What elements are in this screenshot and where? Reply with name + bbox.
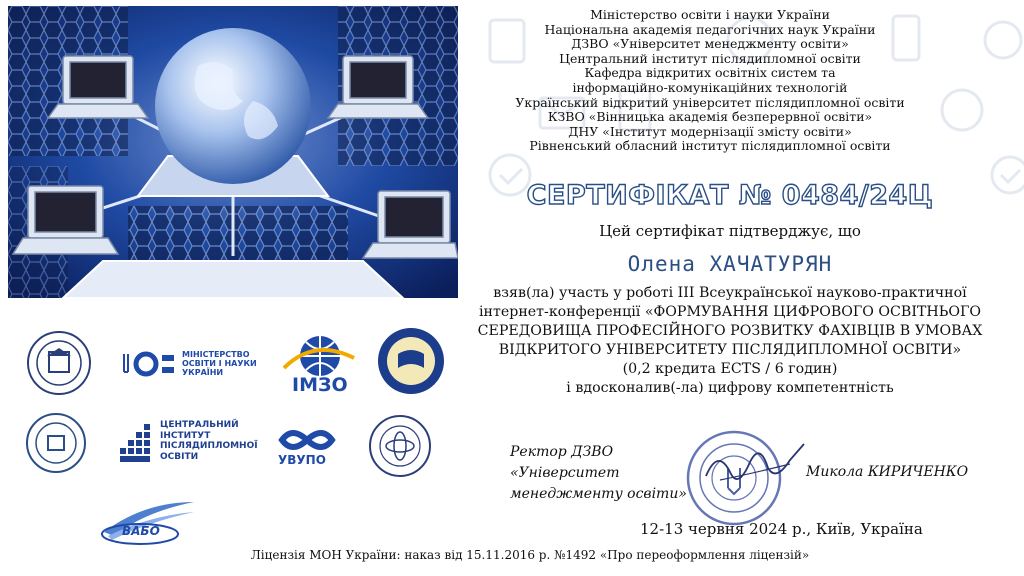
mon-text: УКРАЇНИ [182,368,224,377]
org-line: КЗВО «Вінницька академія безперервної освіти» [547,109,873,125]
badge-icon [985,22,1021,58]
body-line: ВІДКРИТОГО УНІВЕРСИТЕТУ ПІСЛЯДИПЛОМНОЇ ОСВІТИ» [498,342,962,358]
org-line: Український відкритий університет післядипломної освіти [515,94,905,110]
hero-network-image [8,6,458,298]
org-line: ДЗВО «Університет менеджменту освіти» [571,36,849,52]
date-place: 12-13 червня 2024 р., Київ, Україна [640,520,923,538]
uvupo-logo [276,426,338,470]
org-line: ДНУ «Інститут модернізації змісту освіти» [568,123,852,139]
org-line: Рівненський обласний інститут післядипломної освіти [529,138,891,154]
check-icon [992,157,1024,193]
organizations-list [470,8,950,154]
cipo-text: ЦЕНТРАЛЬНИЙ [160,420,239,430]
rector-title [510,442,687,505]
mon-text: МІНІСТЕРСТВО [182,350,250,359]
cipo-text: ПІСЛЯДИПЛОМНОЇ [160,441,258,451]
body-line: (0,2 кредита ECTS / 6 годин) [622,361,838,377]
body-line: і вдосконалив(-ла) цифрову компетентність [566,380,894,396]
imzo-text: ІМЗО [292,374,348,396]
mon-text: ОСВІТИ І НАУКИ [182,359,257,368]
org-line: Центральний інститут післядипломної освіти [559,50,861,66]
uvupo-text: УВУПО [278,453,326,467]
cipo-text: ІНСТИТУТ [160,430,211,441]
org-line: інформаційно-комунікаційних технологій [572,79,848,95]
recipient-name: Олена ХАЧАТУРЯН [627,252,833,276]
body-line: СЕРЕДОВИЩА ПРОФЕСІЙНОГО РОЗВИТКУ ФАХІВЦІВ В УМОВАХ [477,323,983,339]
academy-seal-logo [20,330,98,396]
body-line: взяв(ла) участь у роботі ІІІ Всеукраїнської науково-практичної [493,285,967,301]
signer-name: Микола КИРИЧЕНКО [806,464,969,480]
license-text: Ліцензія МОН України: наказ від 15.11.2016 р. №1492 «Про переоформлення ліцензій» [250,548,810,562]
org-line: Національна академія педагогічних наук України [544,21,876,37]
imzo-logo [282,330,358,396]
vabo-text: ВАБО [122,524,160,538]
cipo-text: ОСВІТИ [160,451,199,462]
rector-line: Ректор ДЗВО [510,444,614,460]
cipo-logo [120,418,270,466]
confirm-text: Цей сертифікат підтверджує, що [599,222,861,240]
org-line: Кафедра відкритих освітніх систем та [584,65,836,81]
certificate-body [470,284,990,398]
rector-line: менеджменту освіти» [510,486,687,502]
university-seal-logo [376,326,446,396]
mon-logo [118,346,278,382]
body-line: інтернет-конференції «ФОРМУВАННЯ ЦИФРОВОГО ОСВІТНЬОГО [479,304,981,320]
vabo-logo [94,496,200,546]
signature-scribble [700,440,810,490]
vinnytsia-academy-logo [18,412,94,474]
rector-line: «Університет [510,465,620,481]
certificate-title: СЕРТИФІКАТ № 0484/24Ц [526,180,934,211]
rivne-institute-logo [366,414,434,478]
org-line: Міністерство освіти і науки України [590,7,830,22]
